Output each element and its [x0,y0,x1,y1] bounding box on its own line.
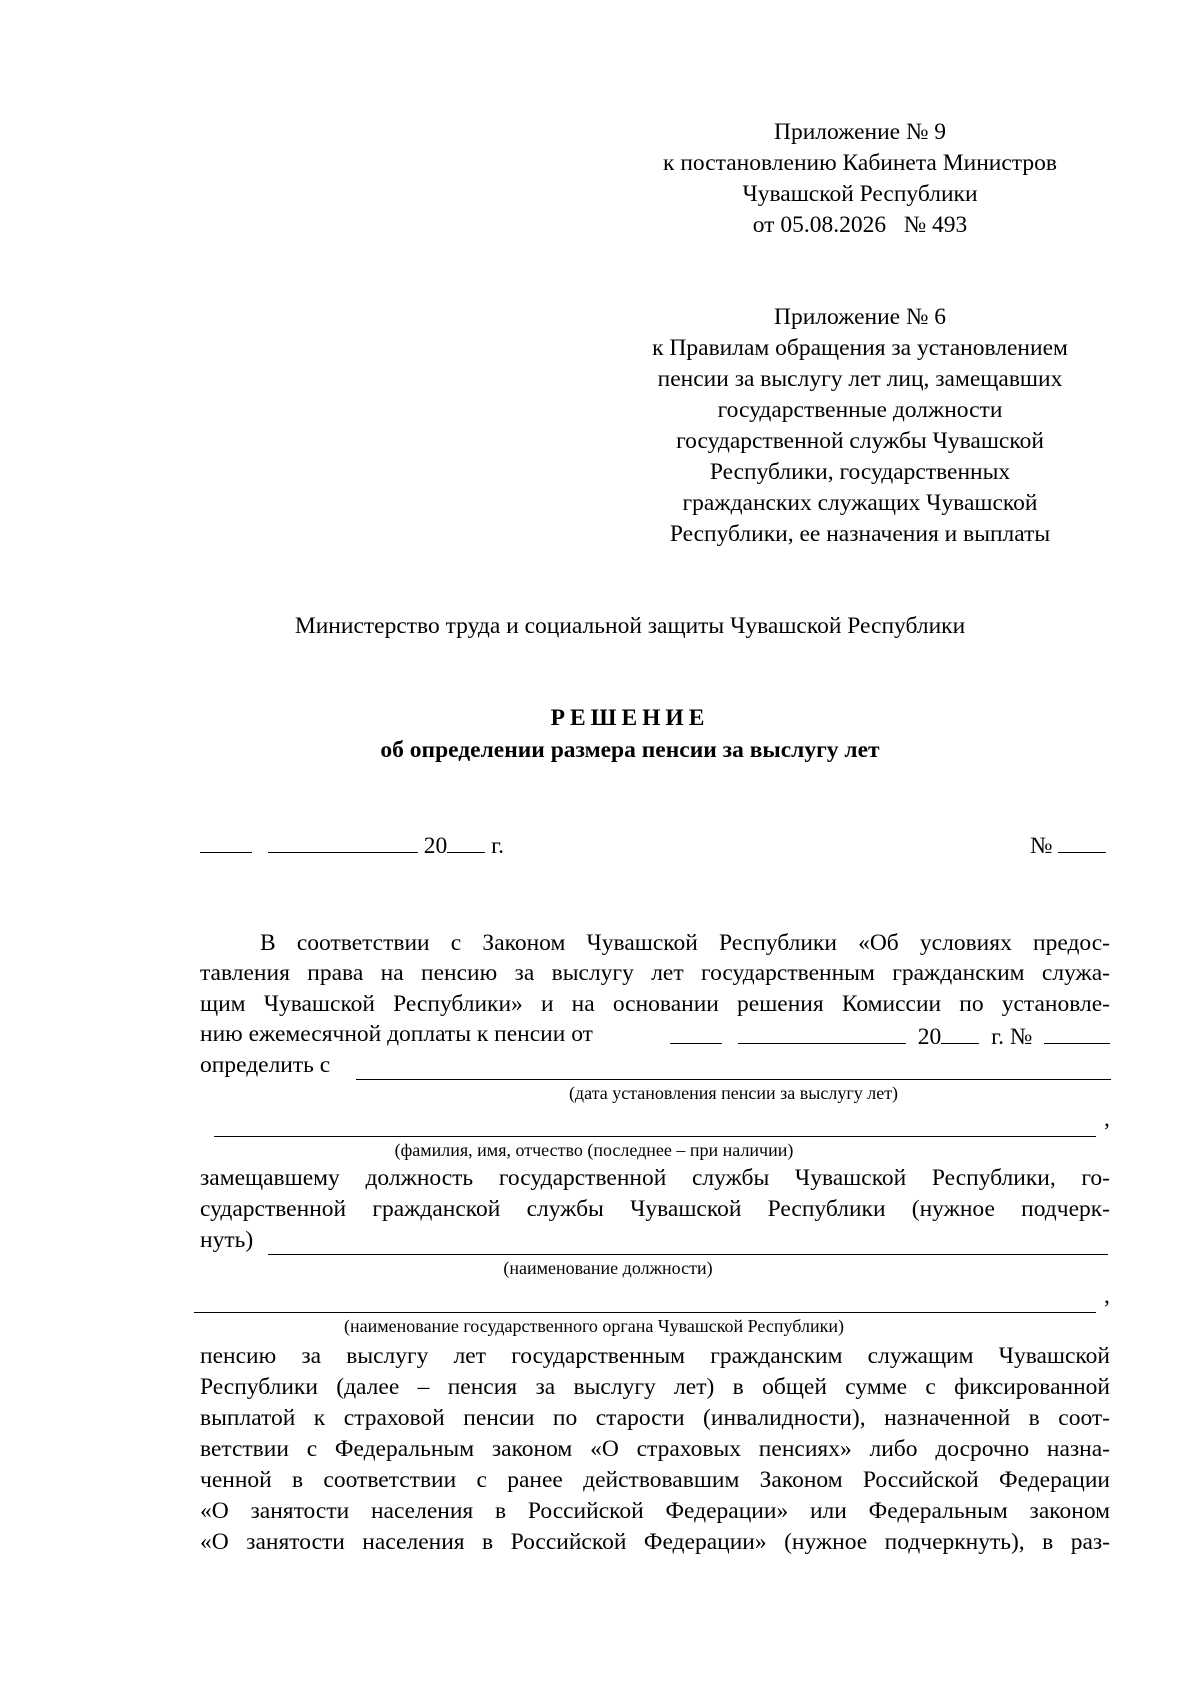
commission-month-blank [738,1021,906,1044]
appendix-9-header [620,117,1100,241]
body-line: «О занятости населения в Российской Федерации» (нужное подчеркнуть), в раз- [200,1529,1110,1555]
appendix-6-line: пенсии за выслугу лет лиц, замещавших [657,366,1063,392]
appendix-6-line: гражданских служащих Чувашской [682,490,1038,516]
body-line: ветствии с Федеральным законом «О страховых пенсиях» либо досрочно назна- [200,1436,1110,1462]
appendix-6-line: государственные должности [717,397,1003,423]
body-line: сударственной гражданской службы Чувашской Республики (нужное подчерк- [200,1196,1110,1222]
full-name-line [214,1136,1096,1137]
decision-number-line [1030,830,1106,860]
ministry-name: Министерство труда и социальной защиты Чувашской Республики [294,613,966,639]
appendix-6-line: Приложение № 6 [773,304,947,330]
appendix-9-date: от 05.08.2026 № 493 [752,212,968,238]
body-line: «О занятости населения в Российской Федерации» или Федеральным законом [200,1498,1110,1524]
year-prefix: 20 [423,833,448,859]
commission-date-fill [670,1021,1110,1051]
body-line: ченной в соответствии с ранее действовавшим Законом Российской Федерации [200,1467,1110,1493]
number-blank [1058,830,1106,853]
appendix-9-line: Чувашской Республики [742,181,978,207]
body-line: замещавшему должность государственной службы Чувашской Республики, го- [200,1165,1110,1191]
pension-date-line [356,1079,1111,1080]
decision-date-line [200,830,504,860]
body-line: Республики (далее – пенсия за выслугу лет) в общей сумме с фиксированной [200,1374,1110,1400]
hint-pension-date: (дата установления пенсии за выслугу лет) [568,1083,899,1103]
state-organ-line [194,1312,1096,1313]
body-text: нию ежемесячной доплаты к пенсии от [200,1021,593,1047]
hint-state-organ: (наименование государственного органа Чувашской Республики) [344,1316,844,1336]
hint-position: (наименование должности) [503,1258,713,1278]
body-line: выплатой к страховой пенсии по старости (инвалидности), назначенной в соот- [200,1405,1110,1431]
position-line [268,1254,1108,1255]
commission-number-blank [1044,1021,1110,1044]
appendix-9-line: к постановлению Кабинета Министров [663,150,1057,176]
comma: , [1104,1283,1110,1309]
body-line-commission-date [200,1021,593,1048]
body-line: щим Чувашской Республики» и на основании решения Комиссии по установле- [200,991,1110,1017]
body-line: тавления права на пенсию за выслугу лет государственным гражданским служа- [200,960,1110,986]
body-line: нуть) [200,1227,254,1253]
number-sign: № [1030,833,1053,859]
month-blank [268,830,418,853]
appendix-6-header [620,302,1100,550]
appendix-6-line: государственной службы Чувашской [676,428,1044,454]
appendix-6-line: к Правилам обращения за установлением [652,335,1068,361]
commission-day-blank [670,1021,722,1044]
day-blank [200,830,252,853]
appendix-6-line: Республики, государственных [709,459,1011,485]
decision-subtitle: об определении размера пенсии за выслугу лет [380,737,880,763]
commission-year-blank [941,1021,979,1044]
year-suffix: г. [491,833,504,859]
decision-title: РЕШЕНИЕ [550,705,710,731]
appendix-9-line: Приложение № 9 [773,119,947,145]
commission-year-suffix: г. № [991,1024,1033,1050]
body-line-determine: определить с [200,1052,331,1078]
year-blank [447,830,485,853]
body-line: В соответствии с Законом Чувашской Республики «Об условиях предос- [260,930,1110,956]
appendix-6-line: Республики, ее назначения и выплаты [669,521,1051,547]
body-line: пенсию за выслугу лет государственным гражданским служащим Чувашской [200,1343,1110,1369]
comma: , [1104,1106,1110,1132]
commission-year-prefix: 20 [917,1024,942,1050]
hint-full-name: (фамилия, имя, отчество (последнее – при наличии) [394,1140,794,1160]
